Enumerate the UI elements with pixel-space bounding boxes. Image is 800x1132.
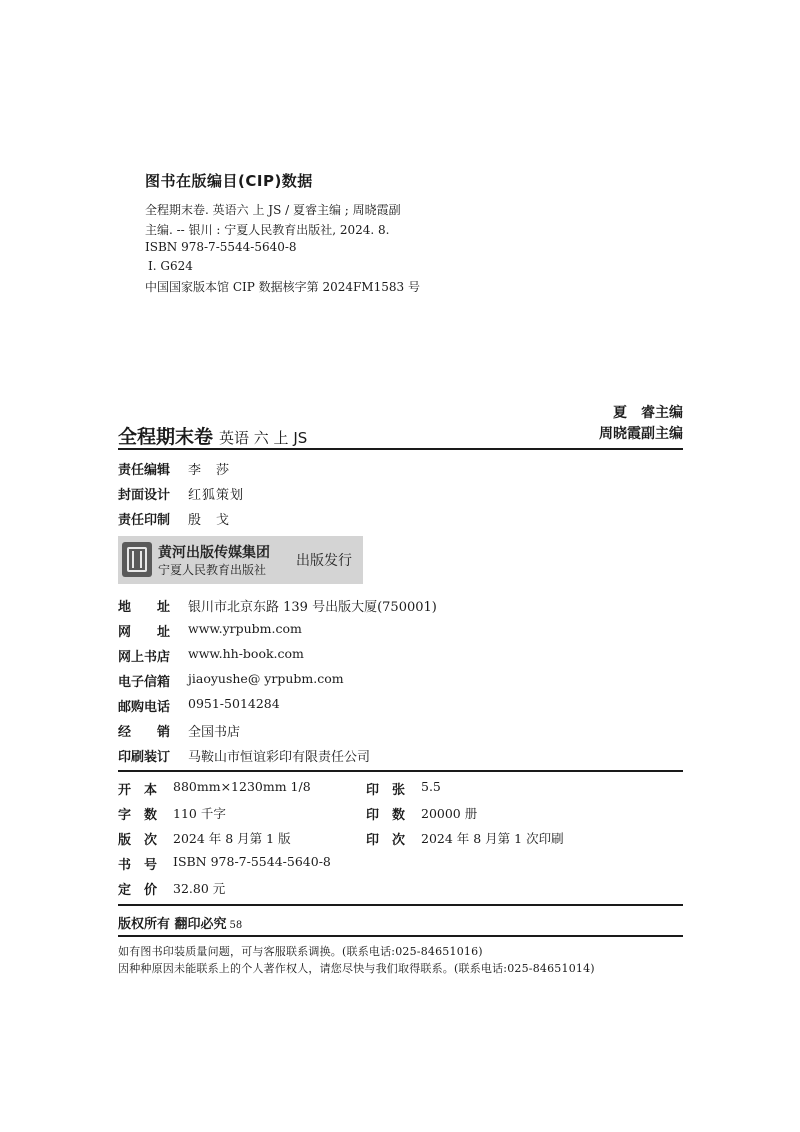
divider xyxy=(118,935,683,937)
spec-value: 5.5 xyxy=(421,779,441,794)
staff-label: 责任编辑 xyxy=(118,463,171,478)
spec-label: 字 数 xyxy=(118,808,158,823)
publisher-name: 宁夏人民教育出版社 xyxy=(158,563,267,577)
spec-label: 印 次 xyxy=(366,833,406,848)
spec-value: 880mm×1230mm 1/8 xyxy=(173,779,311,794)
divider xyxy=(118,904,683,906)
book-title-main: 全程期末卷 xyxy=(118,426,214,448)
staff-label: 封面设计 xyxy=(118,488,171,503)
editors xyxy=(599,403,683,445)
spec-value: 20000 册 xyxy=(421,806,478,821)
cip-line: 主编. -- 银川 : 宁夏人民教育出版社, 2024. 8. xyxy=(145,223,390,237)
spec-label: 版 次 xyxy=(118,833,158,848)
publisher-group: 黄河出版传媒集团 xyxy=(158,545,270,561)
cip-line: 中国国家版本馆 CIP 数据核字第 2024FM1583 号 xyxy=(145,280,420,294)
staff-value: 殷 戈 xyxy=(188,513,231,528)
notice-line: 如有图书印装质量问题，可与客服联系调换。(联系电话:025-84651016) xyxy=(118,945,483,958)
publisher-role: 出版发行 xyxy=(296,553,352,569)
info-label: 网上书店 xyxy=(118,650,171,665)
spec-value: ISBN 978-7-5544-5640-8 xyxy=(173,854,331,869)
cip-line: ISBN 978-7-5544-5640-8 xyxy=(145,240,297,254)
info-label: 经 销 xyxy=(118,725,171,740)
publisher-banner xyxy=(118,536,363,584)
info-label: 电子信箱 xyxy=(118,675,171,690)
info-value: 银川市北京东路 139 号出版大厦(750001) xyxy=(188,600,437,615)
spec-value: 110 千字 xyxy=(173,806,226,821)
spec-label: 书 号 xyxy=(118,858,158,873)
info-value: www.yrpubm.com xyxy=(188,621,302,636)
info-label: 地 址 xyxy=(118,600,171,615)
spec-label: 定 价 xyxy=(118,883,158,898)
info-value: 全国书店 xyxy=(188,725,241,740)
staff-value: 李 莎 xyxy=(188,463,231,478)
copyright-text: 版权所有 翻印必究 xyxy=(118,917,227,932)
notice-line: 因种种原因未能联系上的个人著作权人，请您尽快与我们取得联系。(联系电话:025-84651014) xyxy=(118,962,595,975)
staff-value: 红狐策划 xyxy=(188,488,245,503)
copyright xyxy=(118,913,242,932)
spec-value: 32.80 元 xyxy=(173,881,226,896)
spec-value: 2024 年 8 月第 1 版 xyxy=(173,831,291,846)
info-value: 马鞍山市恒谊彩印有限责任公司 xyxy=(188,750,371,765)
cip-line: Ⅰ. G624 xyxy=(148,259,193,273)
info-value: jiaoyushe@ yrpubm.com xyxy=(188,671,344,686)
book-title xyxy=(118,422,307,449)
divider xyxy=(118,448,683,450)
cip-line: 全程期末卷. 英语六 上 JS / 夏睿主编 ; 周晓霞副 xyxy=(145,203,401,217)
copyright-code: 58 xyxy=(229,920,243,931)
info-label: 印刷装订 xyxy=(118,750,171,765)
spec-label: 开 本 xyxy=(118,783,158,798)
info-label: 邮购电话 xyxy=(118,700,171,715)
cip-title: 图书在版编目(CIP)数据 xyxy=(145,172,313,190)
chief-editor: 夏 睿主编 xyxy=(613,405,683,421)
deputy-editor: 周晓霞副主编 xyxy=(599,426,683,442)
info-value: www.hh-book.com xyxy=(188,646,304,661)
spec-label: 印 张 xyxy=(366,783,406,798)
publisher-logo-icon xyxy=(122,542,152,577)
divider xyxy=(118,770,683,772)
info-label: 网 址 xyxy=(118,625,171,640)
spec-value: 2024 年 8 月第 1 次印刷 xyxy=(421,831,564,846)
info-value: 0951-5014284 xyxy=(188,696,280,711)
book-subtitle: 英语 六 上 JS xyxy=(219,429,308,447)
spec-label: 印 数 xyxy=(366,808,406,823)
staff-label: 责任印制 xyxy=(118,513,171,528)
